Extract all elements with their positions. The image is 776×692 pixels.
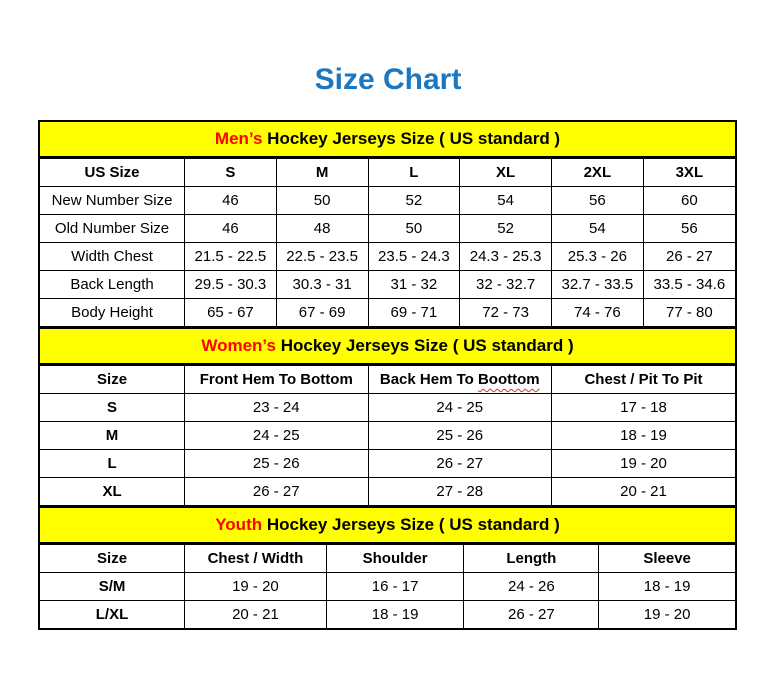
size-value: 26 - 27	[464, 601, 599, 629]
column-header: M	[276, 159, 368, 187]
header-row	[40, 366, 735, 394]
size-value: 24 - 25	[185, 422, 368, 450]
row-label: Body Height	[40, 299, 185, 327]
header-row	[40, 545, 735, 573]
size-value: 52	[368, 187, 460, 215]
size-value: 21.5 - 22.5	[185, 243, 277, 271]
size-value: 60	[643, 187, 735, 215]
size-value: 25 - 26	[368, 422, 551, 450]
size-value: 33.5 - 34.6	[643, 271, 735, 299]
size-value: 50	[368, 215, 460, 243]
table-row	[40, 271, 735, 299]
size-value: 56	[643, 215, 735, 243]
size-value: 24 - 25	[368, 394, 551, 422]
row-label: S/M	[40, 573, 185, 601]
womens-banner	[40, 327, 735, 365]
column-header: Length	[464, 545, 599, 573]
mens-size-table	[40, 158, 735, 327]
size-value: 46	[185, 215, 277, 243]
row-label: S	[40, 394, 185, 422]
size-value: 18 - 19	[326, 601, 464, 629]
size-value: 17 - 18	[551, 394, 735, 422]
column-header: Size	[40, 545, 185, 573]
section-youth	[40, 506, 735, 628]
size-value: 46	[185, 187, 277, 215]
size-value: 54	[551, 215, 643, 243]
size-value: 18 - 19	[551, 422, 735, 450]
misspelled-word: Boottom	[477, 371, 540, 388]
size-value: 25.3 - 26	[551, 243, 643, 271]
size-value: 69 - 71	[368, 299, 460, 327]
size-value: 18 - 19	[599, 573, 735, 601]
table-row	[40, 478, 735, 506]
size-value: 29.5 - 30.3	[185, 271, 277, 299]
table-row	[40, 601, 735, 629]
size-value: 24.3 - 25.3	[460, 243, 552, 271]
column-header: S	[185, 159, 277, 187]
mens-banner-text: Hockey Jerseys Size ( US standard )	[262, 129, 561, 148]
row-label: New Number Size	[40, 187, 185, 215]
size-value: 26 - 27	[185, 478, 368, 506]
row-label: L	[40, 450, 185, 478]
table-row	[40, 450, 735, 478]
column-header: Chest / Pit To Pit	[551, 366, 735, 394]
column-header: 3XL	[643, 159, 735, 187]
size-value: 31 - 32	[368, 271, 460, 299]
table-row	[40, 422, 735, 450]
mens-banner	[40, 122, 735, 158]
column-header: XL	[460, 159, 552, 187]
size-value: 32 - 32.7	[460, 271, 552, 299]
column-header: Chest / Width	[185, 545, 327, 573]
size-value: 56	[551, 187, 643, 215]
womens-banner-text: Hockey Jerseys Size ( US standard )	[275, 336, 574, 355]
size-value: 27 - 28	[368, 478, 551, 506]
page-title: Size Chart	[314, 63, 462, 96]
size-value: 19 - 20	[551, 450, 735, 478]
table-row	[40, 299, 735, 327]
size-value: 20 - 21	[551, 478, 735, 506]
womens-size-table	[40, 365, 735, 506]
size-value: 32.7 - 33.5	[551, 271, 643, 299]
column-header: Size	[40, 366, 185, 394]
size-value: 23.5 - 24.3	[368, 243, 460, 271]
size-value: 52	[460, 215, 552, 243]
size-value: 65 - 67	[185, 299, 277, 327]
row-label: L/XL	[40, 601, 185, 629]
row-label: Old Number Size	[40, 215, 185, 243]
table-row	[40, 394, 735, 422]
size-value: 24 - 26	[464, 573, 599, 601]
section-womens	[40, 327, 735, 506]
column-header: Sleeve	[599, 545, 735, 573]
row-label: M	[40, 422, 185, 450]
table-row	[40, 243, 735, 271]
size-value: 23 - 24	[185, 394, 368, 422]
size-value: 19 - 20	[185, 573, 327, 601]
size-value: 54	[460, 187, 552, 215]
column-header: 2XL	[551, 159, 643, 187]
column-header: Front Hem To Bottom	[185, 366, 368, 394]
womens-banner-highlight: Women’s	[201, 336, 276, 355]
size-value: 50	[276, 187, 368, 215]
row-label: Width Chest	[40, 243, 185, 271]
size-chart-tables	[38, 120, 737, 630]
column-header	[368, 366, 551, 394]
table-row	[40, 215, 735, 243]
size-value: 77 - 80	[643, 299, 735, 327]
youth-banner-highlight: Youth	[215, 515, 263, 534]
column-header: US Size	[40, 159, 185, 187]
size-value: 26 - 27	[643, 243, 735, 271]
youth-size-table	[40, 544, 735, 628]
size-value: 26 - 27	[368, 450, 551, 478]
size-value: 74 - 76	[551, 299, 643, 327]
column-header: L	[368, 159, 460, 187]
size-value: 16 - 17	[326, 573, 464, 601]
row-label: XL	[40, 478, 185, 506]
youth-banner	[40, 506, 735, 544]
table-row	[40, 573, 735, 601]
header-row	[40, 159, 735, 187]
section-mens	[40, 122, 735, 327]
size-value: 72 - 73	[460, 299, 552, 327]
size-value: 30.3 - 31	[276, 271, 368, 299]
size-value: 19 - 20	[599, 601, 735, 629]
size-value: 25 - 26	[185, 450, 368, 478]
row-label: Back Length	[40, 271, 185, 299]
youth-banner-text: Hockey Jerseys Size ( US standard )	[262, 515, 560, 534]
size-value: 20 - 21	[185, 601, 327, 629]
size-value: 22.5 - 23.5	[276, 243, 368, 271]
column-header: Shoulder	[326, 545, 464, 573]
table-row	[40, 187, 735, 215]
mens-banner-highlight: Men’s	[214, 129, 263, 148]
size-value: 48	[276, 215, 368, 243]
header-text: Back Hem To	[379, 371, 478, 388]
size-value: 67 - 69	[276, 299, 368, 327]
